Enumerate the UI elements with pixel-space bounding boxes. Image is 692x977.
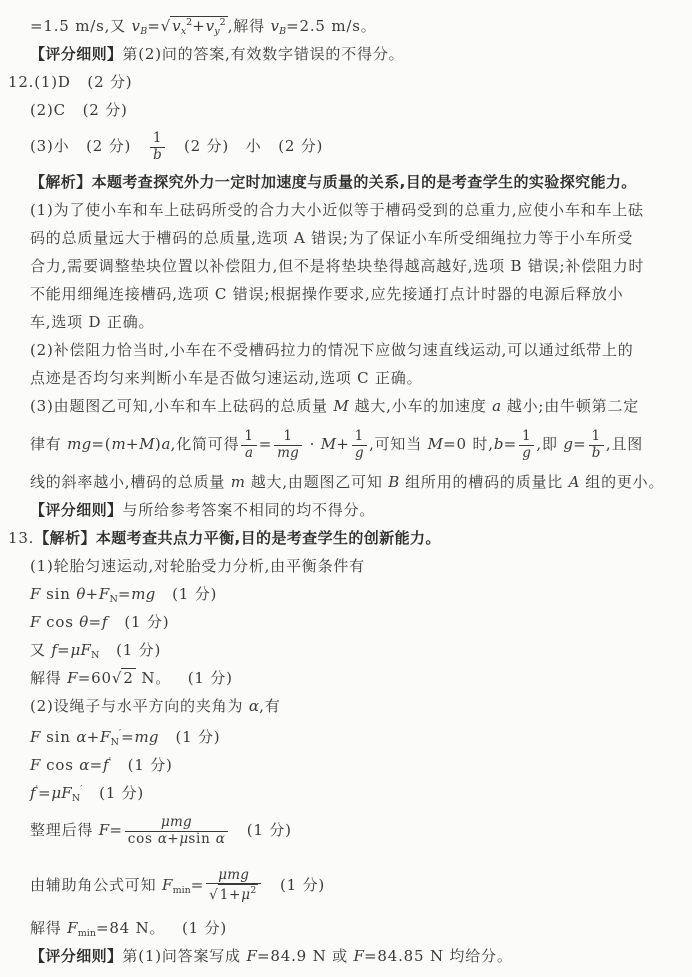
text-line [30, 196, 692, 224]
math-variable: F [98, 821, 110, 839]
text-segment: (3)由题图乙可知,小车和车上砝码的总质量 [30, 397, 334, 415]
math-variable: M [333, 397, 349, 415]
text-segment: cos [40, 613, 80, 631]
text-segment: 1 [591, 428, 601, 445]
text-line [30, 664, 692, 692]
math-variable: g [354, 444, 364, 461]
text-segment: (1 分) [110, 756, 173, 774]
text-segment: 律有 [30, 435, 68, 453]
math-variable: a [492, 397, 502, 415]
text-line [30, 12, 692, 40]
math-variable: b [493, 435, 504, 453]
text-segment: ,解得 [227, 17, 271, 35]
text-segment: (1 分) [107, 613, 170, 631]
radical-sign-icon: √ [111, 669, 122, 687]
text-line [30, 942, 692, 970]
text-segment: min [172, 885, 191, 896]
math-variable: A [568, 473, 580, 491]
text-segment: 2 [250, 885, 257, 897]
fraction-numerator [206, 868, 261, 883]
text-segment: B [279, 26, 287, 37]
text-segment: 1+ [219, 887, 242, 904]
text-segment: (1 分) [158, 728, 221, 746]
fraction-numerator [125, 815, 228, 830]
math-variable: F [246, 947, 258, 965]
text-segment: 码的总质量远大于槽码的总质量,选项 A 错误;为了保证小车所受细绳拉力等于小车所受 [30, 229, 633, 247]
math-variable: g [522, 444, 532, 461]
text-segment: = [88, 613, 102, 631]
fraction-numerator [274, 429, 302, 444]
fraction-denominator [241, 445, 256, 461]
text-segment: 2 [186, 17, 193, 28]
text-line [30, 420, 692, 468]
math-variable: α [79, 756, 90, 774]
text-line [30, 580, 692, 608]
text-line [30, 364, 692, 392]
math-variable: F [353, 947, 365, 965]
math-variable: μ [179, 830, 189, 847]
radical [161, 17, 228, 35]
text-segment: 组的更小。 [579, 473, 665, 491]
math-variable: v [131, 17, 141, 35]
fraction-numerator [519, 429, 534, 444]
math-variable: α [157, 830, 168, 847]
text-segment: = [57, 641, 71, 659]
text-segment: =84.9 N 或 [257, 947, 354, 965]
math-variable: α [76, 728, 87, 746]
math-variable: f [101, 613, 108, 631]
text-line [30, 168, 692, 196]
text-line [30, 308, 692, 336]
text-segment: · [304, 435, 321, 453]
text-segment: 越小;由牛顿第二定 [501, 397, 640, 415]
math-variable: g [563, 435, 574, 453]
text-line [30, 252, 692, 280]
text-line [30, 914, 692, 942]
text-segment: 解得 [30, 919, 68, 937]
math-variable: mg [131, 585, 156, 603]
text-line [30, 468, 692, 496]
fraction-denominator [274, 445, 302, 461]
text-line [30, 608, 692, 636]
math-variable: θ [79, 613, 89, 631]
fraction [352, 429, 367, 460]
fraction-numerator [352, 429, 367, 444]
math-variable: F [30, 613, 41, 631]
text-segment: 13. [8, 529, 35, 547]
text-segment: =2.5 m/s。 [286, 17, 377, 35]
math-variable: B [388, 473, 400, 491]
bold-text-segment: 【解析】本题考查共点力平衡,目的是考查学生的创新能力。 [34, 529, 441, 547]
radicand [170, 16, 228, 37]
text-segment: (1 分) [263, 876, 326, 894]
text-segment: 12.(1)D (2 分) [8, 73, 133, 91]
math-variable: m [111, 435, 126, 453]
text-line [30, 804, 692, 856]
text-line [30, 748, 692, 776]
math-variable: b [591, 444, 601, 461]
text-segment: (2)补偿阻力恰当时,小车在不受槽码拉力的情况下应做匀速直线运动,可以通过纸带上的 [30, 341, 634, 359]
text-segment: + [192, 17, 206, 35]
text-segment: (1 分) [99, 641, 162, 659]
text-segment: sin [188, 830, 216, 847]
fraction-denominator [352, 445, 367, 461]
text-segment: 线的斜率越小,槽码的总质量 [30, 473, 231, 491]
text-segment: ,有 [259, 697, 281, 715]
text-segment: 越大,小车的加速度 [348, 397, 493, 415]
text-line [8, 68, 692, 96]
text-segment: = [503, 435, 518, 453]
fraction [589, 429, 604, 460]
math-variable: b [153, 146, 162, 163]
text-segment: N [71, 793, 81, 804]
fraction-numerator [589, 429, 604, 444]
text-line [30, 280, 692, 308]
text-segment: =0 时, [443, 435, 494, 453]
math-variable: μF [70, 641, 92, 659]
fraction-numerator [150, 131, 165, 146]
radicand [121, 668, 135, 687]
text-segment: 又 [30, 641, 52, 659]
text-segment: + [125, 435, 140, 453]
text-segment: 2 [219, 17, 226, 28]
text-segment: cos [127, 830, 158, 847]
fraction-denominator [519, 445, 534, 461]
text-segment: (2 分) 小 (2 分) [167, 137, 324, 155]
math-variable: a [244, 444, 254, 461]
text-segment: B [140, 26, 148, 37]
text-segment: 1 [354, 428, 365, 445]
math-variable: F [100, 728, 111, 746]
math-variable: α [215, 830, 226, 847]
text-line [30, 856, 692, 914]
math-variable: F [30, 728, 41, 746]
math-variable: F [98, 585, 110, 603]
text-segment: 整理后得 [30, 821, 99, 839]
text-segment: (3)小 (2 分) [30, 137, 148, 155]
text-segment: = [37, 784, 52, 802]
fraction [519, 429, 534, 460]
text-segment: (1 分) [155, 585, 218, 603]
text-segment: x [180, 26, 187, 37]
text-segment: + [336, 435, 350, 453]
text-line [8, 524, 692, 552]
text-line [30, 776, 692, 804]
text-segment: = [121, 728, 135, 746]
radical [112, 669, 136, 687]
math-variable: α [248, 697, 260, 715]
math-variable: m [230, 473, 246, 491]
text-segment: + [167, 830, 180, 847]
fraction [125, 815, 228, 846]
text-segment: 解得 [30, 669, 68, 687]
text-line [30, 40, 692, 68]
text-segment: sin [40, 585, 77, 603]
math-variable: F [161, 876, 173, 894]
math-variable: mg [134, 728, 159, 746]
text-segment: 1 [283, 428, 293, 445]
text-segment: =1.5 m/s,又 [30, 17, 132, 35]
text-segment: 2 [123, 669, 134, 687]
math-variable: v [172, 17, 181, 35]
fraction-denominator [589, 445, 604, 461]
math-variable: F [67, 669, 78, 687]
radical-sign-icon: √ [209, 887, 218, 904]
text-segment: N [91, 650, 100, 661]
text-segment: + [85, 585, 99, 603]
text-segment: N [110, 737, 119, 748]
text-segment: + [86, 728, 101, 746]
text-segment: N。 (1 分) [135, 669, 233, 687]
bold-text-segment: 【评分细则】 [30, 947, 123, 965]
document-body [0, 12, 692, 970]
text-segment: (1)为了使小车和车上砝码所受的合力大小近似等于槽码受到的总重力,应使小车和车上砝 [30, 201, 644, 219]
text-segment: ,可知当 [369, 435, 428, 453]
fraction-numerator [241, 429, 256, 444]
math-variable: mg [277, 444, 300, 461]
text-segment: y [214, 26, 220, 37]
text-line [30, 392, 692, 420]
bold-text-segment: 【解析】本题考查探究外力一定时加速度与质量的关系,目的是考查学生的实验探究能力。 [30, 173, 637, 191]
text-segment: ′ [118, 728, 122, 739]
bold-text-segment: 【评分细则】 [30, 501, 123, 519]
text-segment: (2)C (2 分) [30, 101, 128, 119]
radicand [218, 884, 259, 903]
math-variable: M [320, 435, 337, 453]
fraction [274, 429, 302, 460]
math-variable: F [30, 585, 41, 603]
text-segment: ,即 [536, 435, 564, 453]
text-segment: (1 分) [230, 821, 292, 839]
fraction [206, 868, 261, 903]
fraction-denominator [150, 147, 165, 163]
radical [209, 887, 258, 903]
text-segment: ′ [108, 756, 111, 767]
text-segment: = [190, 876, 205, 894]
text-segment: (1 分) [82, 784, 145, 802]
text-segment: 第(1)问答案写成 [122, 947, 247, 965]
text-segment: 1 [244, 428, 254, 445]
text-segment: (2)设绳子与水平方向的夹角为 [30, 697, 249, 715]
text-line [30, 336, 692, 364]
math-variable: v [270, 17, 280, 35]
text-line [30, 496, 692, 524]
text-segment: =60 [77, 669, 112, 687]
math-variable: f [103, 756, 109, 774]
math-variable: M [427, 435, 444, 453]
text-line [30, 636, 692, 664]
text-segment: = [109, 821, 123, 839]
math-variable: μF [51, 784, 72, 802]
math-variable: a [161, 435, 171, 453]
text-segment: 第(2)问的答案,有效数字错误的不得分。 [122, 45, 405, 63]
text-segment: ) [154, 435, 162, 453]
math-variable: M [139, 435, 155, 453]
text-segment: 由辅助角公式可知 [30, 876, 162, 894]
text-segment: (1)轮胎匀速运动,对轮胎受力分析,由平衡条件有 [30, 557, 365, 575]
text-line [30, 692, 692, 720]
fraction [150, 131, 165, 162]
text-line [30, 124, 692, 168]
math-variable: μ [241, 887, 251, 904]
text-segment: 车,选项 D 正确。 [30, 313, 155, 331]
text-segment: 不能用细绳连接槽码,选项 C 错误;根据操作要求,应先接通打点计时器的电源后释放小 [30, 285, 624, 303]
text-line [30, 96, 692, 124]
text-segment: 点迹是否均匀来判断小车是否做匀速运动,选项 C 正确。 [30, 369, 423, 387]
math-variable: μmg [218, 867, 250, 884]
text-segment: ,且图 [605, 435, 644, 453]
text-segment: 1 [522, 428, 532, 445]
text-segment: = [89, 756, 103, 774]
math-variable: F [30, 756, 41, 774]
text-segment: cos [40, 756, 80, 774]
text-segment: ′ [35, 784, 38, 795]
text-segment: = [573, 435, 587, 453]
math-variable: f [30, 784, 36, 802]
text-segment: ′ [80, 784, 83, 795]
text-line [30, 224, 692, 252]
text-segment: 越大,由题图乙可知 [245, 473, 389, 491]
math-variable: f [51, 641, 58, 659]
radical-sign-icon: √ [160, 17, 171, 35]
math-variable: μmg [161, 814, 192, 831]
text-segment: 与所给参考答案不相同的均不得分。 [122, 501, 376, 519]
math-variable: F [67, 919, 78, 937]
text-segment: = [258, 435, 273, 453]
text-segment: ,化简可得 [170, 435, 240, 453]
text-segment: 1 [152, 130, 163, 147]
text-segment: = [117, 585, 132, 603]
fraction-denominator [125, 831, 228, 847]
text-line [30, 720, 692, 748]
math-variable: mg [67, 435, 92, 453]
math-variable: θ [76, 585, 86, 603]
text-segment: sin [40, 728, 77, 746]
text-segment: =( [91, 435, 112, 453]
text-segment: =84.85 N 均给分。 [364, 947, 513, 965]
bold-text-segment: 【评分细则】 [30, 45, 123, 63]
fraction-denominator [206, 883, 261, 903]
text-line [30, 552, 692, 580]
fraction [241, 429, 256, 460]
text-segment: N [109, 594, 118, 605]
text-segment: = [147, 17, 161, 35]
math-variable: v [205, 17, 215, 35]
text-segment: min [77, 928, 96, 939]
text-segment: 组所用的槽码的质量比 [399, 473, 569, 491]
text-segment: 合力,需要调整垫块位置以补偿阻力,但不是将垫块垫得越高越好,选项 B 错误;补偿阻力时 [30, 257, 645, 275]
text-segment: =84 N。 (1 分) [95, 919, 228, 937]
